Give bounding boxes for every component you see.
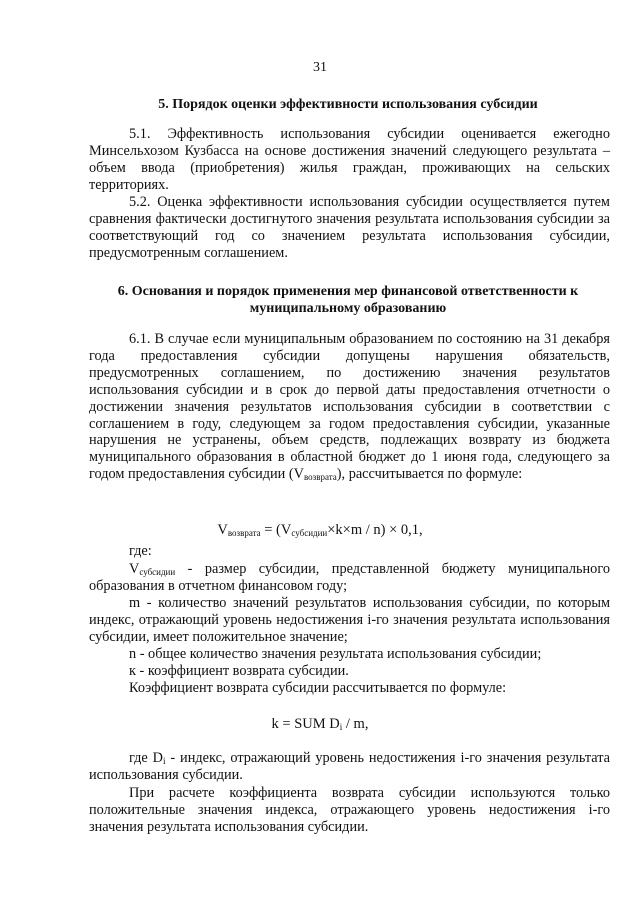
formula2-subscript: i — [339, 722, 343, 732]
section-5-heading: 5. Порядок оценки эффективности использования субсидии — [158, 97, 538, 112]
formula2-tail: / m, — [342, 716, 369, 732]
formula1-sub-subsidii: субсидии — [291, 528, 328, 538]
formula2-main: k = SUM D — [271, 716, 340, 732]
section-6-heading-line1: 6. Основания и порядок применения мер финансовой ответственности к — [117, 284, 579, 299]
paragraph-5-1: 5.1. Эффективность использования субсидии оценивается ежегодно Минсельхозом Кузбасса на основе достижения значений следующего результата – объем ввода (приобретения) жилья граждан, проживающих на сельских территориях. — [89, 126, 610, 193]
formula1-mid: = (V — [260, 522, 292, 538]
definition-d-index — [89, 750, 610, 784]
formula1-tail: ×k×m / n) × 0,1, — [327, 522, 423, 538]
section-6-heading — [88, 283, 608, 317]
where-label: где: — [129, 543, 152, 559]
def-v-subscript: субсидии — [139, 567, 176, 577]
def-d-subscript: i — [163, 756, 166, 766]
def-d-text: - индекс, отражающий уровень недостижения i-го значения результата использования субсидии. — [89, 750, 610, 783]
paragraph-5-2: 5.2. Оценка эффективности использования субсидии осуществляется путем сравнения фактически достигнутого значения результата использования субсидии за соответствующий год со значением результата использования субсидии, предусмотренным соглашением. — [89, 194, 610, 261]
formula-coefficient — [0, 716, 640, 733]
def-v-letter: V — [129, 561, 140, 577]
formula1-sub-vozvrata: возврата — [227, 528, 261, 538]
paragraph-last: При расчете коэффициента возврата субсидии используются только положительные значения индекса, отражающего уровень недостижения i-го значения результата использования субсидии. — [89, 785, 610, 835]
def-d-prefix: где D — [129, 750, 163, 766]
formula-refund-volume — [0, 522, 640, 539]
definition-v-subsidii — [89, 561, 610, 595]
section-6-heading-line2: муниципальному образованию — [249, 301, 447, 316]
paragraph-6-1 — [89, 331, 610, 483]
definition-m: m - количество значений результатов использования субсидии, по которым индекс, отражающий уровень недостижения i-го значения результата использования субсидии, имеет положительное значение; — [89, 595, 610, 645]
paragraph-6-1-subscript: возврата — [303, 472, 337, 483]
page-number: 31 — [313, 60, 327, 75]
definition-k: к - коэффициент возврата субсидии. — [129, 663, 349, 679]
coefficient-intro: Коэффициент возврата субсидии рассчитывается по формуле: — [129, 680, 507, 696]
def-v-text: - размер субсидии, представленной бюджету муниципального образования в отчетном финансовом году; — [89, 561, 610, 594]
paragraph-6-1-main: 6.1. В случае если муниципальным образованием по состоянию на 31 декабря года предоставления субсидии допущены нарушения обязательств, предусмотренных соглашением, по достижению значения результатов использования субсидии и в срок до первой даты предоставления отчетности о достижении значения результатов использования субсидии в соответствии с соглашением в году, следующем за годом предоставления субсидии, указанные нарушения не устранены, объем средств, подлежащих возврату из бюджета муниципального образования в областной бюджет до 1 июня года, следующего за годом предоставления субсидии (V — [89, 331, 610, 483]
definition-n: n - общее количество значения результата использования субсидии; — [129, 646, 542, 662]
paragraph-6-1-tail: ), рассчитывается по формуле: — [336, 466, 523, 483]
formula1-v: V — [217, 522, 228, 538]
